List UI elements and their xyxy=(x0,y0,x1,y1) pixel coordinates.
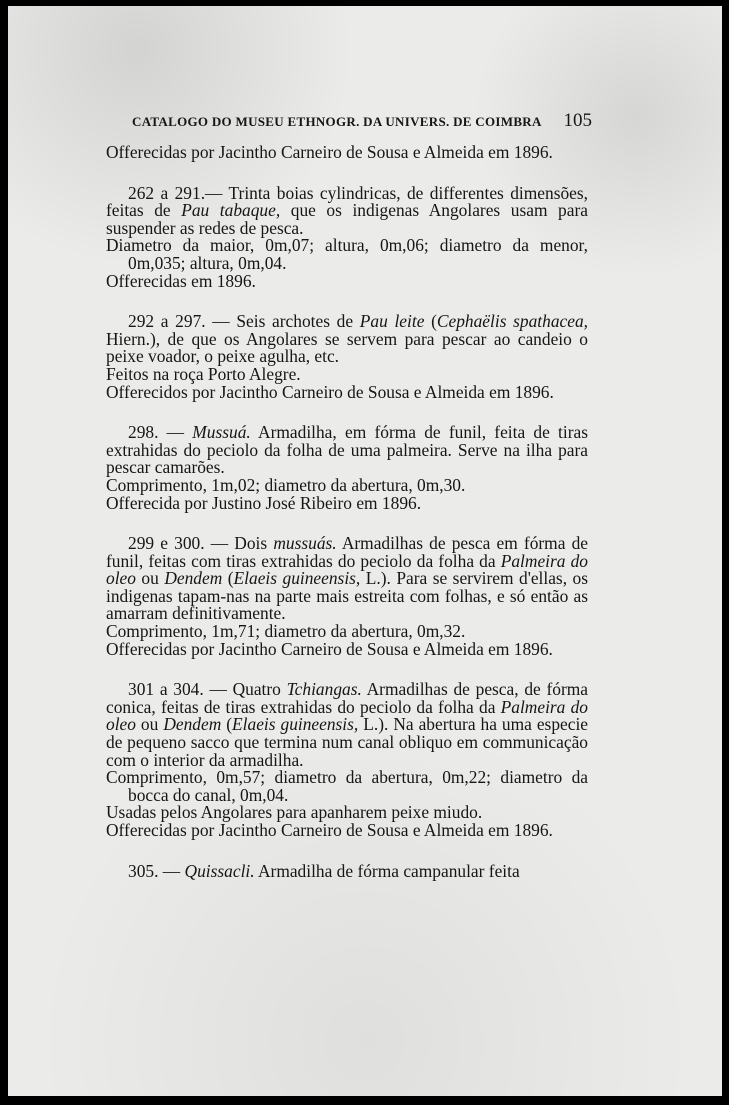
text-run: Armadilhas de pesca em fórma de funil, feitas com tiras extrahidas do peciolo da folha da xyxy=(106,533,589,571)
text-run: Armadilha, em fórma de funil, feita de tiras extrahidas do peciolo da folha de uma palmeira. Serve na ilha para pescar camarões. xyxy=(106,422,588,478)
entry-measurements: Diametro da maior, 0m,07; altura, 0m,06; diametro da menor, 0m,035; altura, 0m,04. xyxy=(106,235,588,273)
entry-donor: Offerecidas em 1896. xyxy=(106,270,256,291)
entry-299 xyxy=(106,535,588,658)
text-run: que os indigenas Angolares usam para suspender as redes de pesca. xyxy=(106,200,588,238)
text-run: — xyxy=(158,422,193,443)
italic-term: mussuás. xyxy=(273,533,337,554)
text-run: — Dois xyxy=(204,533,274,554)
entry-number: 301 a 304. xyxy=(128,679,204,700)
text-run: — Quatro xyxy=(203,679,287,700)
entry-262 xyxy=(106,182,588,291)
text-run: Hiern.), de que os Angolares se servem para pescar ao candeio o peixe voador, o peixe agulha, etc. xyxy=(106,328,588,367)
text-run: ou xyxy=(135,568,165,589)
page-body xyxy=(106,144,588,880)
entry-301 xyxy=(106,681,588,839)
entry-298 xyxy=(106,424,588,512)
entry-description xyxy=(106,860,588,881)
paragraph: Offerecidas por Jacintho Carneiro de Sousa e Almeida em 1896. xyxy=(106,142,553,162)
entry-measurements: Comprimento, 1m,71; diametro da abertura, 0m,32. xyxy=(106,621,466,642)
text-run: L.). Para se servirem d'ellas, os indigenas tapam-nas na parte mais estreita com folhas, e só então as amarram definitivamente. xyxy=(106,568,588,624)
entry-description xyxy=(106,313,588,366)
entry-305 xyxy=(106,860,588,881)
italic-term: Mussuá. xyxy=(192,422,251,443)
entry-measurements: Comprimento, 0m,57; diametro da abertura, 0m,22; diametro da bocca do canal, 0m,04. xyxy=(106,767,588,805)
italic-term: Elaeis guineensis, xyxy=(233,568,361,589)
text-run: — Trinta boias cylindricas, de differentes dimensões, feitas de xyxy=(106,182,588,221)
entry-description xyxy=(106,424,588,477)
text-run: ( xyxy=(424,311,437,332)
entry-measurements: Comprimento, 1m,02; diametro da abertura, 0m,30. xyxy=(106,474,466,495)
italic-term: Dendem xyxy=(164,568,223,589)
text-run: ( xyxy=(221,714,233,735)
italic-term: Pau leite xyxy=(359,311,425,332)
text-run: ou xyxy=(135,714,164,735)
page-header xyxy=(132,110,592,132)
entry-donor: Offerecidas por Jacintho Carneiro de Sousa e Almeida em 1896. xyxy=(106,820,553,840)
italic-term: Tchiangas. xyxy=(286,679,362,700)
book-page xyxy=(8,6,722,1096)
italic-term: Palmeira do oleo xyxy=(106,696,588,735)
entry-continuation xyxy=(106,144,588,162)
entry-number: 298. xyxy=(128,422,159,443)
entry-donor: Offerecidos por Jacintho Carneiro de Sousa e Almeida em 1896. xyxy=(106,381,554,402)
entry-292 xyxy=(106,313,588,401)
text-run: Armadilhas de pesca, de fórma conica, feitas de tiras extrahidas do peciolo da folha da xyxy=(106,679,588,717)
entry-description xyxy=(106,182,588,238)
italic-term: Pau tabaque, xyxy=(181,200,281,221)
text-run: — Seis archotes de xyxy=(205,311,360,332)
italic-term: Palmeira do oleo xyxy=(106,550,588,589)
text-run: Armadilha de fórma campanular feita xyxy=(254,860,520,881)
text-run: — xyxy=(158,860,185,881)
text-run: ( xyxy=(222,568,234,589)
entry-number: 299 e 300. xyxy=(128,533,205,554)
italic-term: Cephaëlis spathacea, xyxy=(436,311,589,332)
italic-term: Dendem xyxy=(163,714,222,735)
italic-term: Quissacli. xyxy=(184,860,255,881)
italic-term: Elaeis guineensis, xyxy=(232,714,359,735)
entry-number: 305. xyxy=(128,860,159,881)
entry-origin: Feitos na roça Porto Alegre. xyxy=(106,363,301,384)
entry-description xyxy=(106,535,588,623)
entry-usage: Usadas pelos Angolares para apanharem peixe miudo. xyxy=(106,802,483,823)
entry-number: 262 a 291. xyxy=(128,182,206,203)
entry-donor: Offerecidas por Jacintho Carneiro de Sousa e Almeida em 1896. xyxy=(106,638,553,659)
page-number: 105 xyxy=(563,110,592,131)
running-title: CATALOGO DO MUSEU ETHNOGR. DA UNIVERS. DE COIMBRA xyxy=(132,114,542,129)
entry-donor: Offerecida por Justino José Ribeiro em 1896. xyxy=(106,492,422,513)
entry-number: 292 a 297. xyxy=(128,311,206,332)
text-run: L.). Na abertura ha uma especie de pequeno sacco que termina num canal obliquo em communicação com o interior da armadilha. xyxy=(106,714,589,770)
entry-description xyxy=(106,681,588,769)
